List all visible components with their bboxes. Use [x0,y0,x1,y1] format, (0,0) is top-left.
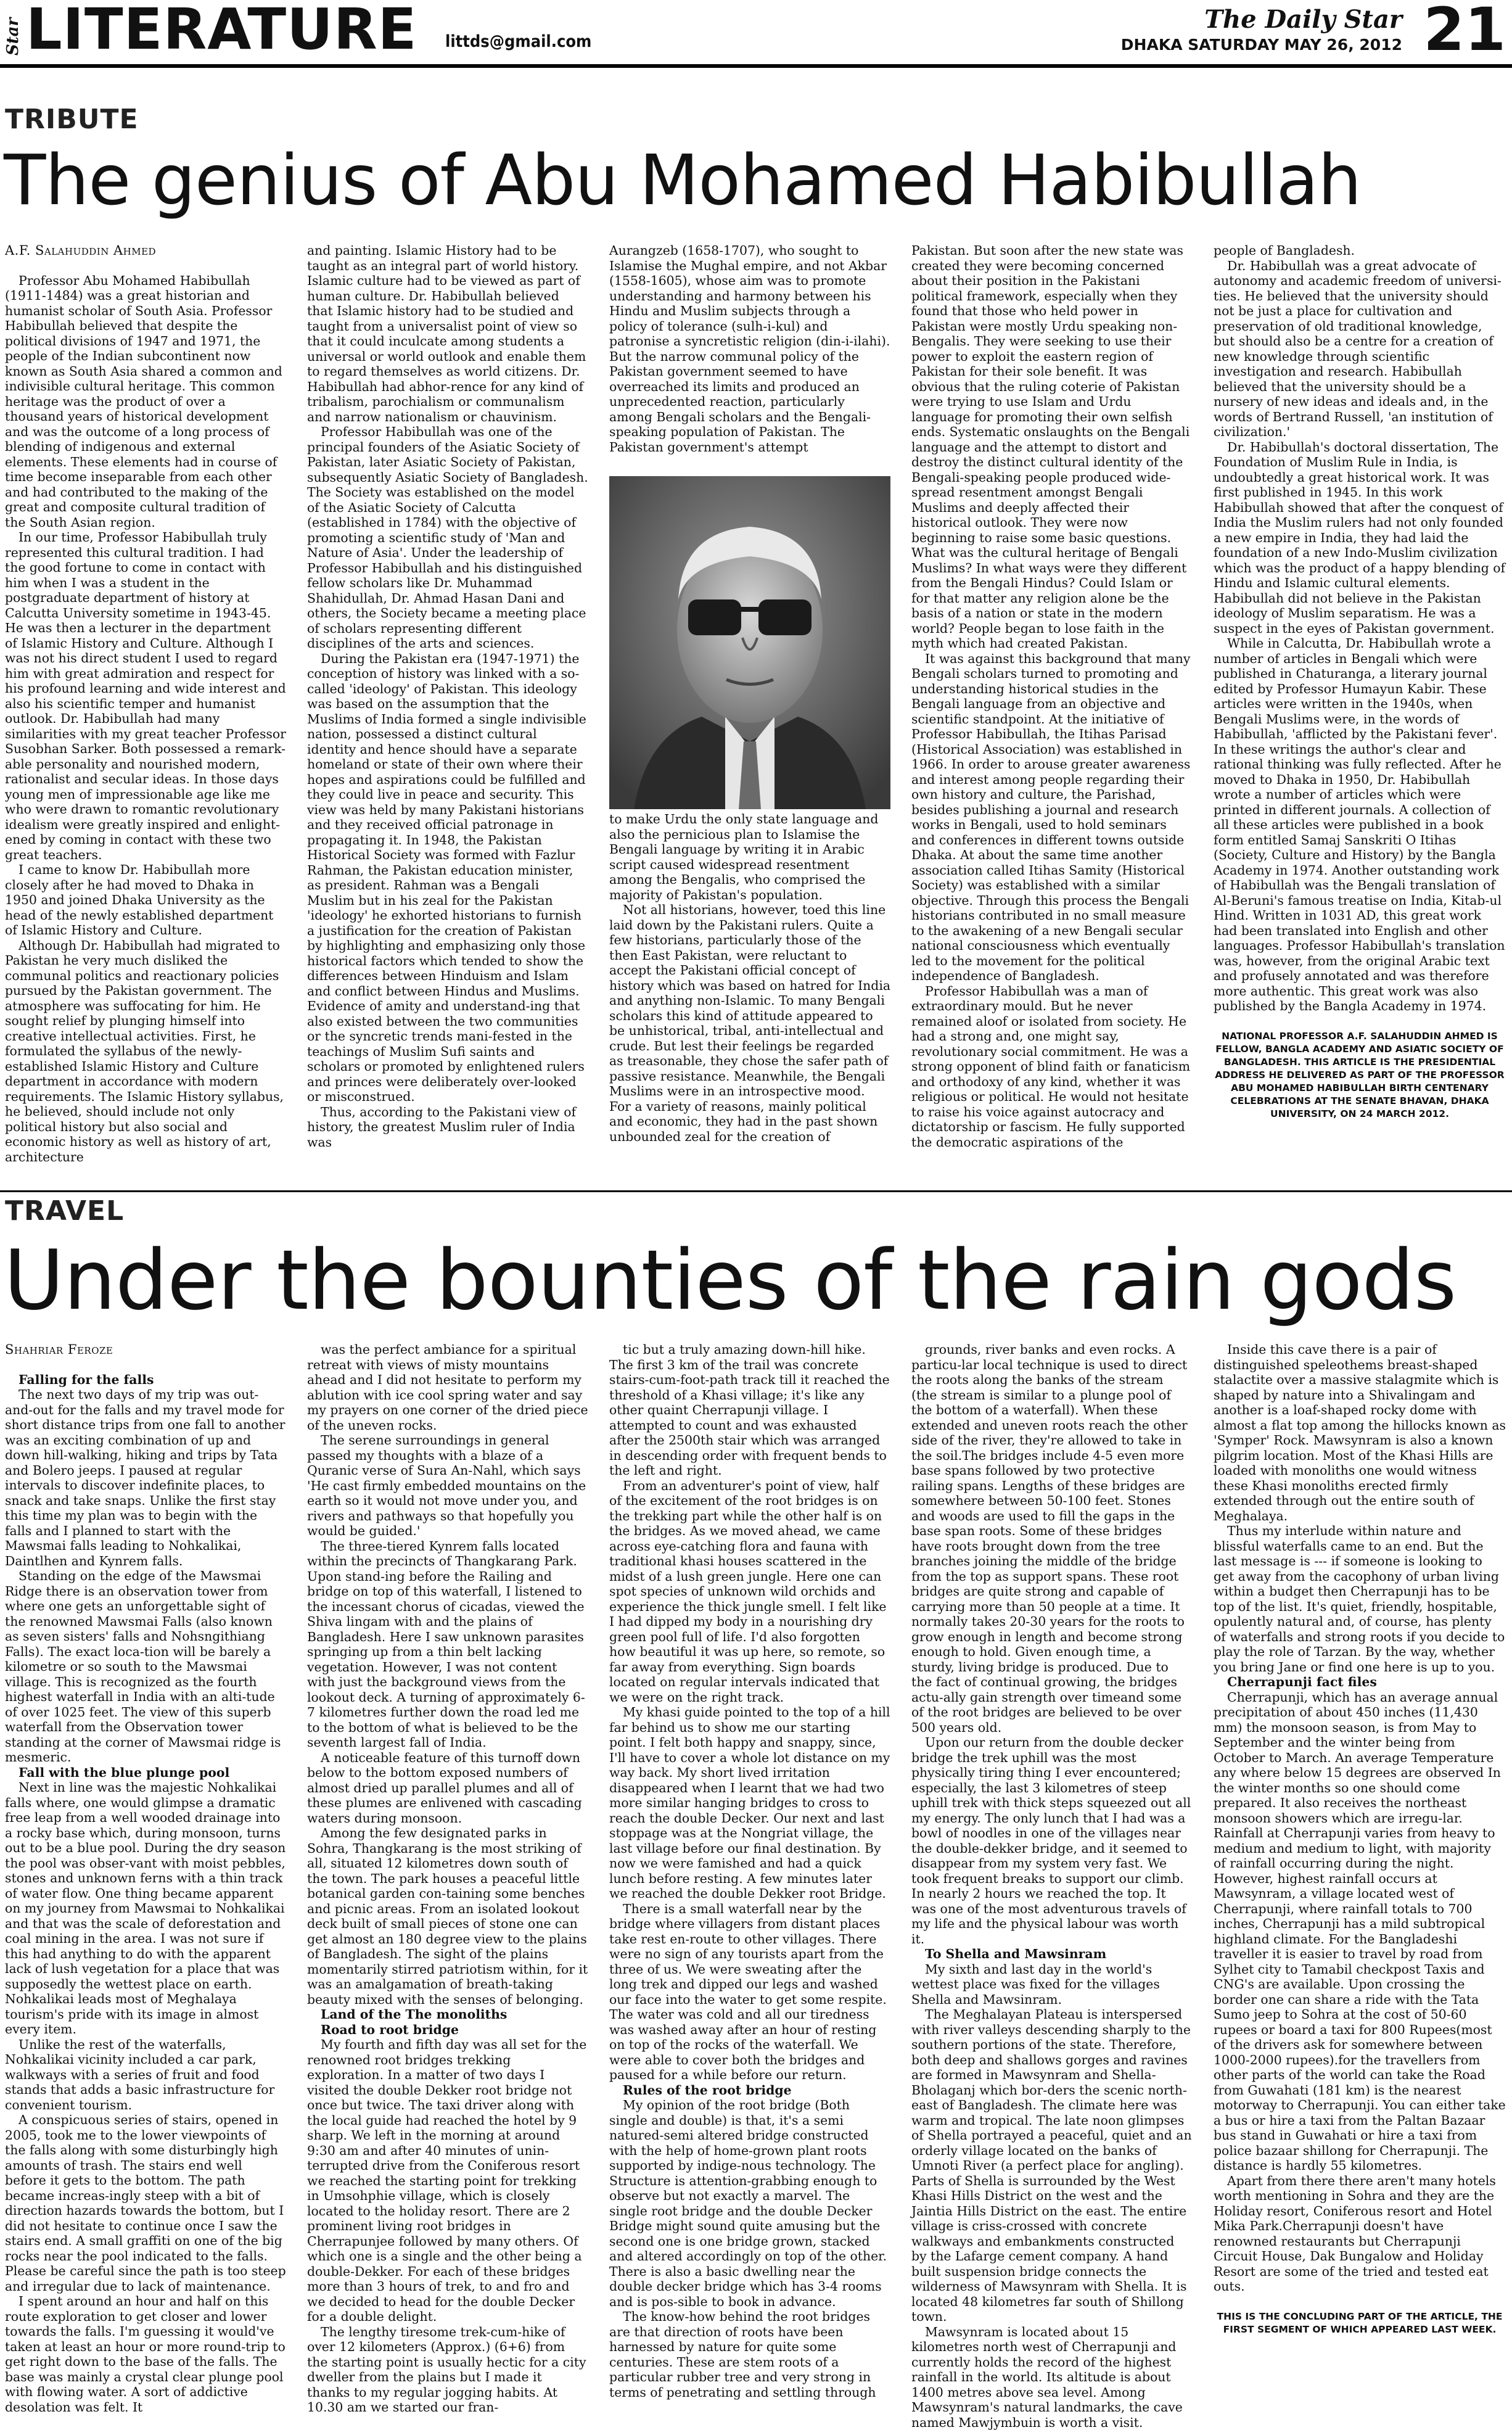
travel-col1-body [5,1372,286,2415]
masthead [0,0,1512,64]
issue-date: DHAKA SATURDAY MAY 26, 2012 [1121,36,1402,54]
travel-col4-body [911,1342,1193,2430]
portrait-image [609,476,890,809]
paragraph: Apart from there there aren't many hotels worth mentioning in Sohra and they are the Holiday resort, Coniferous resort and Hotel Mika Park.Cherrapunji doesn't have renowned restaurants but Cherrapunji Circuit House, Dak Bungalow and Holiday Resort are some of the tried and tested eat outs. [1214,2173,1506,2294]
paragraph: My opinion of the root bridge (Both single and double) is that, it's a semi natured-semi altered bridge constructed with the help of home-grown plant roots supported by indige-nous technology. The Structure is attention-grabbing enough to observe but not exactly a marvel. The single root bridge and the double Decker Bridge might sound quite amusing but the second one is one bridge grown, stacked and altered accordingly on top of the other. There is also a basic dwelling near the double decker bridge which has 3-4 rooms and is pos-sible to book in advance. [609,2098,890,2309]
paragraph: Cherrapunji, which has an average annual precipitation of about 450 inches (11,430 mm) the monsoon season, is from May to September and the winter being from October to March. An average Temperature any where below 15 degrees are observed In the winter months so one should come prepared. It also receives the northeast monsoon showers which are irregu-lar. Rainfall at Cherrapunji varies from heavy to medium and medium to light, with majority of rainfall occurring during the night. However, highest rainfall occurs at Mawsynram, a village located west of Cherrapunji, where rainfall totals to 700 inches, Cherrapunji has a mild subtropical highland climate. For the Bangladeshi traveller it is easier to travel by road from Sylhet city to Tamabil checkpost Taxis and CNG's are available. Upon crossing the border one can share a ride with the Tata Sumo jeep to Sohra at the cost of 50-60 rupees or board a taxi for 800 Rupees(most of the drivers ask for somewhere between 1000-2000 rupees).for the travellers from other parts of the world can take the Road from Guwahati (181 km) is the nearest motorway to Cherrapunji. You can either take a bus or hire a taxi from the Paltan Bazaar bus stand in Guwahati or hire a taxi from police bazaar shillong for Cherrapunji. The distance is hardly 55 kilometres. [1214,1690,1506,2173]
travel-col3-body [609,1342,890,2400]
section-email[interactable]: littds@gmail.com [445,32,591,51]
tribute-column-2 [307,243,588,1180]
paragraph: From an adventurer's point of view, half of the excitement of the root bridges is on the trekking part while the other half is on the bridges. As we moved ahead, we came across eye-catching flora and fauna with traditional khasi houses scattered in the midst of a lush green jungle. Here one can spot species of unknown wild orchids and experience the thick jungle smell. I felt like I had dipped my body in a nourishing dry green pool full of life. I'd also forgotten how beautiful it was up here, so remote, so far away from everything. Sign boards located on regular intervals indicated that we were on the right track. [609,1478,890,1705]
tribute-col1-body [5,273,286,1165]
tribute-headline: The genius of Abu Mohamed Habibullah [4,141,1361,221]
paragraph: Dr. Habibullah was a great advocate of autonomy and academic freedom of universi-ties. He believed that the university should not be just a place for cultivation and preservation of old traditional knowledge, but should also be a centre for a creation of new knowledge through scientific investigation and research. Habibullah believed that the university should be a nursery of new ideas and ideals and, in the words of Bertrand Russell, 'an institution of civilization.' [1214,258,1506,440]
paragraph: Professor Abu Mohamed Habibullah (1911-1484) was a great historian and humanist scholar of South Asia. Professor Habibullah believed that despite the political divisions of 1947 and 1971, the people of the Indian subcontinent now known as South Asia shared a common and indivisible cultural heritage. This common heritage was the product of over a thousand years of historical development and was the outcome of a long process of blending of indigenous and external elements. These elements had in course of time become inseparable from each other and had contributed to the making of the great and composite cultural tradition of the South Asian region. [5,273,286,530]
paragraph: grounds, river banks and even rocks. A particu-lar local technique is used to direct the roots along the banks of the stream (the stream is similar to a plunge pool of the bottom of a waterfall). When these extended and uneven roots reach the other side of the river, they're allowed to take in the soil.The bridges include 4-5 even more base spans followed by two protective railing spans. Lengths of these bridges are somewhere between 50-100 feet. Stones and woods are used to fill the gaps in the base span roots. Some of these bridges have roots brought down from the tree branches joining the middle of the bridge from the top as support spans. These root bridges are quite strong and capable of carrying more than 50 people at a time. It normally takes 20-30 years for the roots to grow enough in length and become strong enough to hold. Given enough time, a sturdy, living bridge is produced. Due to the fact of continual growing, the bridges actu-ally gain strength over timeand some of the root bridges are believed to be over 500 years old. [911,1342,1193,1735]
travel-concluding-note: THIS IS THE CONCLUDING PART OF THE ARTICLE, THE FIRST SEGMENT OF WHICH APPEARED LAST WEEK. [1214,2310,1506,2336]
travel-kicker: TRAVEL [5,1195,124,1227]
subheading: Road to root bridge [307,2022,588,2038]
travel-col2-body [307,1342,588,2415]
paragraph: Thus, according to the Pakistani view of history, the greatest Muslim ruler of India was [307,1105,588,1150]
paragraph: Professor Habibullah was a man of extraordinary mould. But he never remained aloof or isolated from society. He had a strong and, one might say, revolutionary social commitment. He was a strong opponent of blind faith or fanaticism and orthodoxy of any kind, whether it was religious or political. He would not hesitate to raise his voice against autocracy and dictatorship or fascism. He fully supported the democratic aspirations of the [911,984,1193,1150]
subheading: Falling for the falls [5,1372,286,1388]
paragraph: My khasi guide pointed to the top of a hill far behind us to show me our starting point. I felt both happy and snappy, since, I'll have to cover a whole lot distance on my way back. My short lived irritation disappeared when I learnt that we had two more similar hanging bridges to cross to reach the double Decker. Our next and last stoppage was at the Nongriat village, the last village before our final destination. By now we were famished and had a quick lunch before resting. A few minutes later we reached the double Dekker root Bridge. [609,1705,890,1901]
paragraph: The three-tiered Kynrem falls located within the precincts of Thangkarang Park. Upon stand-ing before the Railing and bridge on top of this waterfall, I listened to the incessant chorus of cicadas, viewed the Shiva lingam with and the plains of Bangladesh. Here I saw unknown parasites springing up from a thin belt lacking vegetation. However, I was not content with just the background views from the lookout deck. A turning of approximately 6-7 kilometres further down the road led me to the bottom of what is believed to be the seventh largest fall of India. [307,1539,588,1750]
paragraph: My sixth and last day in the world's wettest place was fixed for the villages Shella and Mawsinram. [911,1962,1193,2008]
tribute-column-3-bottom [609,812,890,1180]
paragraph: and painting. Islamic History had to be taught as an integral part of world history. Islamic culture had to be viewed as part of human culture. Dr. Habibullah believed that Islamic history had to be studied and taught from a universalist point of view so that it could inculcate among students a universal or world outlook and enable them to regard themselves as world citizens. Dr. Habibullah had abhor-rence for any kind of tribalism, parochialism or communalism and narrow nationalism or chauvinism. [307,243,588,424]
paragraph: tic but a truly amazing down-hill hike. The first 3 km of the trail was concrete stairs-cum-foot-path track till it reached the threshold of a Khasi village; it's like any other quaint Cherrapunji village. I attempted to count and was exhausted after the 2500th stair which was arranged in descending order with frequent bends to the left and right. [609,1342,890,1478]
paragraph: Unlike the rest of the waterfalls, Nohkalikai vicinity included a car park, walkways with a series of fruit and food stands that adds a basic infrastructure for convenient tourism. [5,2037,286,2113]
paragraph: Professor Habibullah was one of the principal founders of the Asiatic Society of Pakistan, later Asiatic Society of Pakistan, subsequently Asiatic Society of Bangladesh. The Society was established on the model of the Asiatic Society of Calcutta (established in 1784) with the objective of promoting a scientific study of 'Man and Nature of Asia'. Under the leadership of Professor Habibullah and his distinguished fellow scholars like Dr. Muhammad Shahidullah, Dr. Ahmad Hasan Dani and others, the Society became a meeting place of scholars representing different disciplines of the arts and sciences. [307,424,588,651]
paragraph: The next two days of my trip was out-and-out for the falls and my travel mode for short distance trips from one fall to another was an exciting combination of up and down hill-walking, hiking and trips by Tata and Bolero jeeps. I paused at regular intervals to discover indefinite places, to snack and take snaps. Unlike the first stay this time my plan was to begin with the falls and I planned to start with the Mawsmai falls leading to Nohkalikai, Daintlhen and Kynrem falls. [5,1387,286,1568]
paragraph: was the perfect ambiance for a spiritual retreat with views of misty mountains ahead and I did not hesitate to perform my ablution with ice cool spring water and say my prayers on one corner of the dried piece of the uneven rocks. [307,1342,588,1433]
tribute-col4-body [911,243,1193,1150]
paragraph: Upon our return from the double decker bridge the trek uphill was the most physically tiring thing I ever encountered; especially, the last 3 kilometres of steep uphill trek with thick steps squeezed out all my energy. The only lunch that I had was a bowl of noodles in one of the villages near the double-dekker bridge, and it seemed to disappear from my system very fast. We took frequent breaks to support our climb. In nearly 2 hours we reached the top. It was one of the most adventurous travels of my life and the physical labour was worth it. [911,1735,1193,1946]
paragraph: Inside this cave there is a pair of distinguished speleothems breast-shaped stalactite over a massive stalagmite which is shaped by nature into a Shivalingam and another is a loaf-shaped rocky dome with almost a flat top among the hillocks known as 'Symper' Rock. Mawsynram is also a known pilgrim location. Most of the Khasi Hills are loaded with monoliths one would witness these Khasi monoliths erected firmly extended through out the entire south of Meghalaya. [1214,1342,1506,1523]
paragraph: My fourth and fifth day was all set for the renowned root bridges trekking exploration. In a matter of two days I visited the double Dekker root bridge not once but twice. The taxi driver along with the local guide had reached the hotel by 9 sharp. We left in the morning at around 9:30 am and after 40 minutes of unin-terrupted drive from the Coniferous resort we reached the starting point for trekking in Umsohphie village, which is closely located to the holiday resort. There are 2 prominent living root bridges in Cherrapunjee followed by many others. Of which one is a single and the other being a double-Dekker. For each of these bridges more than 3 hours of trek, to and fro and we decided to head for the double Decker for a double delight. [307,2037,588,2325]
subheading: Cherrapunji fact files [1214,1674,1506,1690]
paragraph: While in Calcutta, Dr. Habibullah wrote a number of articles in Bengali which were published in Chaturanga, a literary journal edited by Professor Humayun Kabir. These articles were written in the 1940s, when Bengali Muslims were, in the words of Habibullah, 'afflicted by the Pakistani fever'. In these writings the author's clear and rational thinking was fully reflected. After he moved to Dhaka in 1950, Dr. Habibullah wrote a number of articles which were printed in different journals. A collection of all these articles were published in a book form entitled Samaj Sanskriti O Itihas (Society, Culture and History) by the Bangla Academy in 1974. Another outstanding work of Habibullah was the Bengali translation of Al-Beruni's famous treatise on India, Kitab-ul Hind. Written in 1031 AD, this great work had been translated into English and other languages. Professor Habibullah's translation was, however, from the original Arabic text and profusely annotated and was therefore more authentic. This great work was also published by the Bangla Academy in 1974. [1214,636,1506,1014]
tribute-column-4 [911,243,1193,1180]
paragraph: The lengthy tiresome trek-cum-hike of over 12 kilometers (Approx.) (6+6) from the starting point is usually hectic for a city dweller from the plains but I made it thanks to my regular jogging habits. At 10.30 am we started our fran- [307,2325,588,2415]
tribute-author-note: NATIONAL PROFESSOR A.F. SALAHUDDIN AHMED IS FELLOW, BANGLA ACADEMY AND ASIATIC SOCIETY OF BANGLADESH. THIS ARTICLE IS THE PRESIDENTIAL ADDRESS HE DELIVERED AS PART OF THE PROFESSOR ABU MOHAMED HABIBULLAH BIRTH CENTENARY CELEBRATIONS AT THE SENATE BHAVAN, DHAKA UNIVERSITY, ON 24 MARCH 2012. [1214,1030,1506,1121]
subheading: Fall with the blue plunge pool [5,1765,286,1781]
tribute-kicker: TRIBUTE [5,104,139,135]
tribute-column-1 [5,243,286,1180]
travel-headline: Under the bounties of the rain gods [4,1232,1456,1328]
subheading: To Shella and Mawsinram [911,1946,1193,1962]
paragraph: Not all historians, however, toed this line laid down by the Pakistani rulers. Quite a few historians, particularly those of the then East Pakistan, were reluctant to accept the Pakistani official concept of history which was based on hatred for India and anything non-Islamic. To many Bengali scholars this kind of attitude appeared to be unhistorical, tribal, anti-intellectual and crude. But lest their feelings be regarded as treasonable, they chose the safer path of passive resistance. Meanwhile, the Bengali Muslims were in an introspective mood. For a variety of reasons, mainly political and economic, they had in the past shown unbounded zeal for the creation of [609,902,890,1144]
tribute-col3a-body [609,243,890,455]
paragraph: I came to know Dr. Habibullah more closely after he had moved to Dhaka in 1950 and joined Dhaka University as the head of the newly established department of Islamic History and Culture. [5,862,286,938]
newspaper-name: The Daily Star [1204,5,1402,34]
travel-column-1 [5,1342,286,2384]
travel-byline: Shahriar Feroze [5,1342,286,1357]
tribute-col2-body [307,243,588,1150]
section-divider [0,1190,1512,1192]
paragraph: The Meghalayan Plateau is interspersed with river valleys descending sharply to the southern portions of the state. Therefore, both deep and shallows gorges and ravines are formed in Mawsynram and Shella-Bholaganj which bor-ders the scenic north-east of Bangladesh. The climate here was warm and tropical. The late noon glimpses of Shella portrayed a peaceful, quiet and an orderly village located on the banks of Umnoti River (a perfect place for angling). Parts of Shella is surrounded by the West Khasi Hills District on the west and the Jaintia Hills District on the east. The entire village is criss-crossed with concrete walkways and embankments constructed by the Lafarge cement company. A hand built suspension bridge connects the wilderness of Mawsynram with Shella. It is located 48 kilometres far south of Shillong town. [911,2007,1193,2325]
paragraph: There is a small waterfall near by the bridge where villagers from distant places take rest en-route to other villages. There were no sign of any tourists apart from the three of us. We were sweating after the long trek and dipped our legs and washed our face into the water to get some respite. The water was cold and all our tiredness was washed away after an hour of resting on top of the rocks of the waterfall. We were able to cover both the bridges and paused for a while before our return. [609,1901,890,2083]
paragraph: In our time, Professor Habibullah truly represented this cultural tradition. I had the good fortune to come in contact with him when I was a student in the postgraduate department of history at Calcutta University sometime in 1943-45. He was then a lecturer in the department of Islamic History and Culture. Although I was not his direct student I used to regard him with great admiration and respect for his profound learning and wide interest and also his scientific temper and humanist outlook. Dr. Habibullah had many similarities with my great teacher Professor Susobhan Sarker. Both possessed a remark-able personality and nourished modern, rationalist and secular ideas. In those days young men of impressionable age like me who were drawn to romantic revolutionary idealism were greatly inspired and enlight-ened by coming in contact with these two great teachers. [5,530,286,862]
paragraph: to make Urdu the only state language and also the pernicious plan to Islamise the Bengali language by writing it in Arabic script caused widespread resentment among the Bengalis, who comprised the majority of Pakistan's population. [609,812,890,902]
page-number: 21 [1423,0,1506,62]
paragraph: A conspicuous series of stairs, opened in 2005, took me to the lower viewpoints of the falls along with some disturbingly high amounts of trash. The stairs end well before it gets to the bottom. The path became increas-ingly steep with a bit of direction hazards towards the bottom, but I did not hesitate to continue once I saw the stairs end. A small graffiti on one of the big rocks near the pool indicated to the falls. Please be careful since the path is too steep and irregular due to lack of maintenance. [5,2112,286,2294]
paragraph: people of Bangladesh. [1214,243,1506,258]
tribute-col3b-body [609,812,890,1144]
tribute-byline: A.F. Salahuddin Ahmed [5,243,286,258]
paragraph: Mawsynram is located about 15 kilometres north west of Cherrapunji and currently holds the record of the highest rainfall in the world. Its altitude is about 1400 metres above sea level. Among Mawsynram's natural landmarks, the cave named Mawjymbuin is worth a visit. [911,2325,1193,2430]
paragraph: Among the few designated parks in Sohra, Thangkarang is the most striking of all, situated 12 kilometres down south of the town. The park houses a peaceful little botanical garden con-taining some benches and picnic areas. From an isolated lookout deck built of small pieces of stone one can get almost an 180 degree view to the plains of Bangladesh. The sight of the plains momentarily stirred patriotism within, for it was an amalgamation of breath-taking beauty mixed with the senses of belonging. [307,1826,588,2007]
subheading: Rules of the root bridge [609,2083,890,2098]
section-title: LITERATURE [26,0,417,60]
paragraph: During the Pakistan era (1947-1971) the conception of history was linked with a so-called 'ideology' of Pakistan. This ideology was based on the assumption that the Muslims of India formed a single indivisible nation, possessed a distinct cultural identity and hence should have a separate homeland or state of their own where their hopes and aspirations could be fulfilled and they could live in peace and security. This view was held by many Pakistani historians and they received official patronage in propagating it. In 1948, the Pakistan Historical Society was formed with Fazlur Rahman, the Pakistan education minister, as president. Rahman was a Bengali Muslim but in his zeal for the Pakistan 'ideology' he exhorted historians to furnish a justification for the creation of Pakistan by highlighting and emphasizing only those historical factors which tended to show the differences between Hinduism and Islam and conflict between Hindus and Muslims. Evidence of amity and understand-ing that also existed between the two communities or the syncretic trends mani-fested in the teachings of Muslim Sufi saints and scholars or promoted by enlightened rulers and princes were deliberately over-looked or misconstrued. [307,651,588,1105]
masthead-rule [0,64,1512,68]
portrait-photo [609,476,890,809]
tribute-column-5 [1214,243,1506,1180]
paragraph: It was against this background that many Bengali scholars turned to promoting and understanding historical studies in the Bengali language from an objective and scientific standpoint. At the initiative of Professor Habibullah, the Itihas Parisad (Historical Association) was established in 1966. In order to arouse greater awareness and interest among people regarding their own history and culture, the Parishad, besides publishing a journal and research works in Bengali, used to hold seminars and conferences in different towns outside Dhaka. At about the same time another association called Itihas Samity (Historical Society) was established with a similar objective. Through this process the Bengali historians contributed in no small measure to the awakening of a new Bengali secular national consciousness which eventually led to the movement for the political independence of Bangladesh. [911,651,1193,984]
paragraph: A noticeable feature of this turnoff down below to the bottom exposed numbers of almost dried up parallel plumes and all of these plumes are enlivened with cascading waters during monsoon. [307,1750,588,1826]
paragraph: Next in line was the majestic Nohkalikai falls where, one would glimpse a dramatic free leap from a well wooded drainage into a rocky base which, during monsoon, turns out to be a blue pool. During the dry season the pool was obser-vant with moist pebbles, stones and unknown ferns with a thin track of water flow. One thing became apparent on my journey from Mawsmai to Nohkalikai and that was the scale of deforestation and coal mining in the area. I was not sure if this had anything to do with the apparent lack of lush vegetation for a place that was supposedly the wettest place on earth. Nohkalikai leads most of Meghalaya tourism's pride with its image in almost every item. [5,1780,286,2037]
paragraph: Standing on the edge of the Mawsmai Ridge there is an observation tower from where one gets an unforgettable sight of the renowned Mawsmai Falls (also known as seven sisters' falls and Nohsngithiang Falls). The exact loca-tion will be barely a kilometre or so south to the Mawsmai village. This is recognized as the fourth highest waterfall in India with an alti-tude of over 1025 feet. The view of this superb waterfall from the Observation tower standing at the corner of Mawsmai ridge is mesmeric. [5,1568,286,1765]
paragraph: The serene surroundings in general passed my thoughts with a blaze of a Quranic verse of Sura An-Nahl, which says 'He cast firmly embedded mountains on the earth so it would not move under you, and rivers and pathways so that hopefully you would be guided.' [307,1433,588,1539]
paragraph: I spent around an hour and half on this route exploration to get closer and lower towards the falls. I'm guessing it would've taken at least an hour or more round-trip to get right down to the base of the falls. The base was mainly a crystal clear plunge pool with flowing water. A sort of addictive desolation was felt. It [5,2294,286,2415]
tribute-col5-body [1214,243,1506,1014]
paragraph: Although Dr. Habibullah had migrated to Pakistan he very much disliked the communal politics and reactionary policies pursued by the Pakistan government. The atmosphere was suffocating for him. He sought relief by plunging himself into creative intellectual activities. First, he formulated the syllabus of the newly-established Islamic History and Culture department in accordance with modern requirements. The Islamic History syllabus, he believed, should include not only political history but also social and economic history as well as history of art, architecture [5,938,286,1165]
travel-column-5 [1214,1342,1506,2384]
paragraph: Dr. Habibullah's doctoral dissertation, The Foundation of Muslim Rule in India, is undoubtedly a great historical work. It was first published in 1945. In this work Habibullah showed that after the conquest of India the Muslim rulers had not only founded a new empire in India, they had laid the foundation of a new Indo-Muslim civilization which was the product of a happy blending of Hindu and Islamic cultural elements. Habibullah did not believe in the Pakistan ideology of Muslim separatism. He was a suspect in the eyes of Pakistan government. [1214,440,1506,636]
tribute-column-3-top [609,243,890,472]
travel-col5-body [1214,1342,1506,2294]
paragraph: The know-how behind the root bridges are that direction of roots have been harnessed by nature for quite some centuries. These are stem roots of a particular rubber tree and very strong in terms of penetrating and settling through [609,2309,890,2400]
paragraph: Thus my interlude within nature and blissful waterfalls came to an end. But the last message is --- if someone is looking to get away from the cacophony of urban living within a budget then Cherrapunji has to be top of the list. It's quiet, friendly, hospitable, opulently natural and, of course, has plenty of waterfalls and strong roots if you decide to play the role of Tarzan. By the way, whether you bring Jane or find one here is up to you. [1214,1523,1506,1674]
travel-column-3 [609,1342,890,2384]
subheading: Land of the The monoliths [307,2007,588,2022]
masthead-logo-star: Star [4,6,22,56]
paragraph: Aurangzeb (1658-1707), who sought to Islamise the Mughal empire, and not Akbar (1558-1605), whose aim was to promote understanding and harmony between his Hindu and Muslim subjects through a policy of tolerance (sulh-i-kul) and patronise a syncretistic religion (din-i-ilahi). But the narrow communal policy of the Pakistan government seemed to have overreached its limits and produced an unprecedented reaction, particularly among Bengali scholars and the Bengali-speaking population of Pakistan. The Pakistan government's attempt [609,243,890,455]
paragraph: Pakistan. But soon after the new state was created they were becoming concerned about their position in the Pakistani political framework, especially when they found that those who held power in Pakistan were mostly Urdu speaking non-Bengalis. They were seeking to use their power to exploit the eastern region of Pakistan for their sole benefit. It was obvious that the ruling coterie of Pakistan were trying to use Islam and Urdu language for promoting their own selfish ends. Systematic onslaughts on the Bengali language and the attempt to distort and destroy the distinct cultural identity of the Bengali-speaking people produced wide-spread resentment amongst Bengali Muslims and deeply affected their historical outlook. They were now beginning to raise some basic questions. What was the cultural heritage of Bengali Muslims? In what ways were they different from the Bengali Hindus? Could Islam or for that matter any religion alone be the basis of a nation or state in the modern world? People began to lose faith in the myth which had created Pakistan. [911,243,1193,651]
travel-column-4 [911,1342,1193,2384]
travel-column-2 [307,1342,588,2384]
